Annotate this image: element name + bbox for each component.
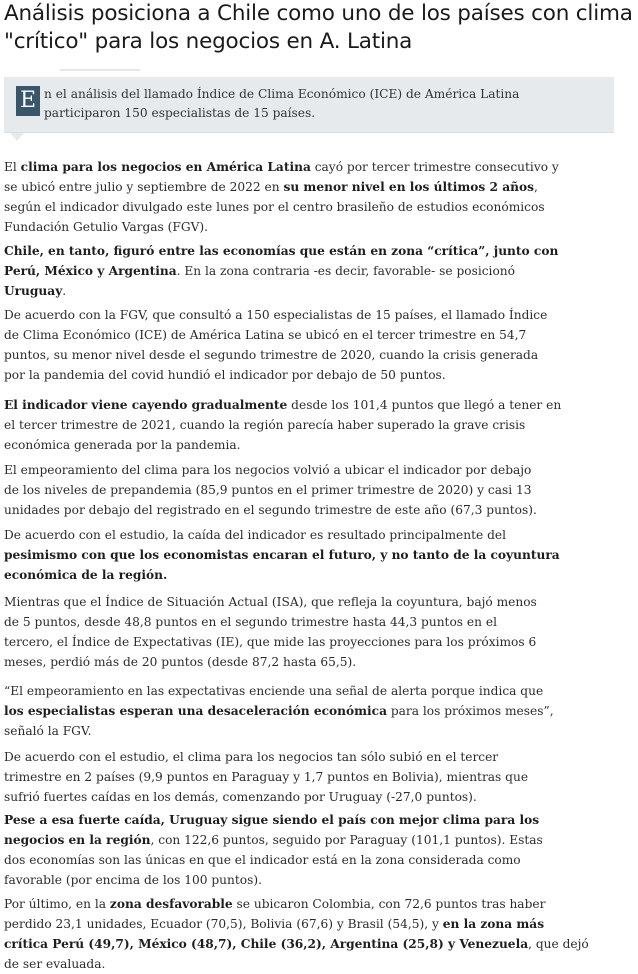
paragraph-line [4, 325, 636, 345]
text: unidades por debajo del registrado en el segundo trimestre de este año (67,3 puntos). [4, 503, 537, 517]
paragraph [4, 305, 636, 385]
paragraph-line [4, 345, 636, 365]
paragraph-line [4, 415, 636, 435]
text: Por último, en la [4, 897, 110, 911]
text: , que dejó [528, 937, 589, 951]
title-line: "crítico" para los negocios en A. Latina [4, 29, 413, 54]
lead-text [44, 85, 604, 123]
lead-box [4, 77, 614, 133]
paragraph-line [4, 612, 636, 632]
paragraph [4, 810, 636, 890]
paragraph [4, 241, 636, 301]
text: el tercer trimestre de 2021, cuando la región parecía haber superado la grave crisis [4, 418, 526, 432]
paragraph-line [4, 652, 636, 672]
paragraph-line [4, 500, 636, 520]
text: Fundación Getulio Vargas (FGV). [4, 220, 209, 234]
paragraph-line [4, 460, 636, 480]
text: De acuerdo con la FGV, que consultó a 150 especialistas de 15 países, el llamado Índice [4, 308, 548, 322]
bold-text: su menor nivel en los últimos 2 años [283, 180, 535, 194]
text: se ubicaron Colombia, con 72,6 puntos tras haber [232, 897, 546, 911]
paragraph-line [4, 870, 636, 890]
text: favorable (por encima de los 100 puntos). [4, 873, 262, 887]
text: perdido 23,1 unidades, Ecuador (70,5), Bolivia (67,6) y Brasil (54,5), y [4, 917, 443, 931]
paragraph [4, 894, 636, 974]
paragraph [4, 460, 636, 520]
divider [60, 69, 140, 71]
paragraph-line [4, 787, 636, 807]
paragraph [4, 525, 636, 585]
bold-text: negocios en la región [4, 833, 151, 847]
paragraph-line [4, 545, 636, 565]
paragraph [4, 747, 636, 807]
text: El [4, 160, 21, 174]
paragraph-line [4, 261, 636, 281]
paragraph-line [4, 934, 636, 954]
paragraph-line [4, 365, 636, 385]
paragraph [4, 592, 636, 672]
paragraph-line [4, 850, 636, 870]
paragraph-line [4, 721, 636, 741]
title-line: Análisis posiciona a Chile como uno de los países con clima [4, 1, 633, 26]
text: sufrió fuertes caídas en los demás, comenzando por Uruguay (-27,0 puntos). [4, 790, 477, 804]
text: . En la zona contraria -es decir, favorable- se posicionó [176, 264, 515, 278]
text: puntos, su menor nivel desde el segundo trimestre de 2020, cuando la crisis generada [4, 348, 539, 362]
paragraph-line [4, 281, 636, 301]
paragraph-line [4, 954, 636, 974]
bold-text: pesimismo con que los economistas encaran el futuro, y no tanto de la coyuntura [4, 548, 560, 562]
paragraph-line [4, 894, 636, 914]
paragraph-line [4, 830, 636, 850]
paragraph-line [4, 305, 636, 325]
paragraph-line [4, 632, 636, 652]
paragraph-line [4, 525, 636, 545]
text: señaló la FGV. [4, 724, 92, 738]
bold-text: zona desfavorable [109, 897, 233, 911]
paragraph-line [4, 810, 636, 830]
paragraph-line [4, 395, 636, 415]
paragraph-line [4, 217, 636, 237]
text: tercero, el Índice de Expectativas (IE), que mide las proyecciones para los próximos 6 [4, 635, 537, 649]
paragraph-line [4, 480, 636, 500]
text: , [534, 180, 538, 194]
text: de 5 puntos, desde 48,8 puntos en el segundo trimestre hasta 44,3 puntos en el [4, 615, 497, 629]
article-title [4, 0, 634, 56]
bold-text: crítica Perú (49,7), México (48,7), Chile (36,2), Argentina (25,8) y Venezuela [4, 937, 529, 951]
text: Mientras que el Índice de Situación Actual (ISA), que refleja la coyuntura, bajó menos [4, 595, 537, 609]
text: trimestre en 2 países (9,9 puntos en Paraguay y 1,7 puntos en Bolivia), mientras que [4, 770, 529, 784]
bold-text: en la zona más [442, 917, 545, 931]
text: , con 122,6 puntos, seguido por Paraguay (101,1 puntos). Estas [150, 833, 543, 847]
lead-line: participaron 150 especialistas de 15 países. [44, 106, 316, 120]
text: cayó por tercer trimestre consecutivo y [310, 160, 559, 174]
paragraph [4, 395, 636, 455]
paragraph-line [4, 565, 636, 585]
paragraph-line [4, 435, 636, 455]
paragraph-line [4, 177, 636, 197]
text: de ser evaluada. [4, 957, 106, 971]
text: de Clima Económico (ICE) de América Latina se ubicó en el tercer trimestre en 54,7 [4, 328, 527, 342]
text: para los próximos meses”, [386, 704, 554, 718]
text: “El empeoramiento en las expectativas enciende una señal de alerta porque indica que [4, 684, 544, 698]
text: por la pandemia del covid hundió el indicador por debajo de 50 puntos. [4, 368, 446, 382]
lead-line: n el análisis del llamado Índice de Clima Económico (ICE) de América Latina [44, 87, 520, 101]
paragraph-line [4, 767, 636, 787]
text: se ubicó entre julio y septiembre de 2022 en [4, 180, 284, 194]
text: . [62, 284, 67, 298]
text: de los niveles de prepandemia (85,9 puntos en el primer trimestre de 2020) y casi 13 [4, 483, 532, 497]
paragraph-line [4, 197, 636, 217]
paragraph-line [4, 681, 636, 701]
paragraph-line [4, 592, 636, 612]
paragraph-line [4, 914, 636, 934]
paragraph [4, 681, 636, 741]
text: El empeoramiento del clima para los negocios volvió a ubicar el indicador por debajo [4, 463, 532, 477]
text: meses, perdió más de 20 puntos (desde 87,2 hasta 65,5). [4, 655, 357, 669]
bold-text: Pese a esa fuerte caída, Uruguay sigue siendo el país con mejor clima para los [4, 813, 540, 827]
text: De acuerdo con el estudio, la caída del indicador es resultado principalmente del [4, 528, 506, 542]
bold-text: Chile, en tanto, figuró entre las economías que están en zona “crítica”, junto con [4, 244, 559, 258]
dropcap: E [16, 86, 40, 116]
lead-pointer [10, 133, 24, 141]
paragraph-line [4, 241, 636, 261]
text: según el indicador divulgado este lunes por el centro brasileño de estudios económicos [4, 200, 545, 214]
paragraph-line [4, 747, 636, 767]
bold-text: clima para los negocios en América Latina [20, 160, 311, 174]
text: desde los 101,4 puntos que llegó a tener en [287, 398, 562, 412]
bold-text: Uruguay [4, 284, 63, 298]
bold-text: económica de la región. [4, 568, 168, 582]
bold-text: Perú, México y Argentina [4, 264, 177, 278]
paragraph-line [4, 157, 636, 177]
bold-text: los especialistas esperan una desaceleración económica [4, 704, 387, 718]
paragraph-line [4, 701, 636, 721]
paragraph [4, 157, 636, 237]
text: económica generada por la pandemia. [4, 438, 241, 452]
text: dos economías son las únicas en que el indicador está en la zona considerada como [4, 853, 521, 867]
text: De acuerdo con el estudio, el clima para los negocios tan sólo subió en el tercer [4, 750, 499, 764]
bold-text: El indicador viene cayendo gradualmente [4, 398, 288, 412]
